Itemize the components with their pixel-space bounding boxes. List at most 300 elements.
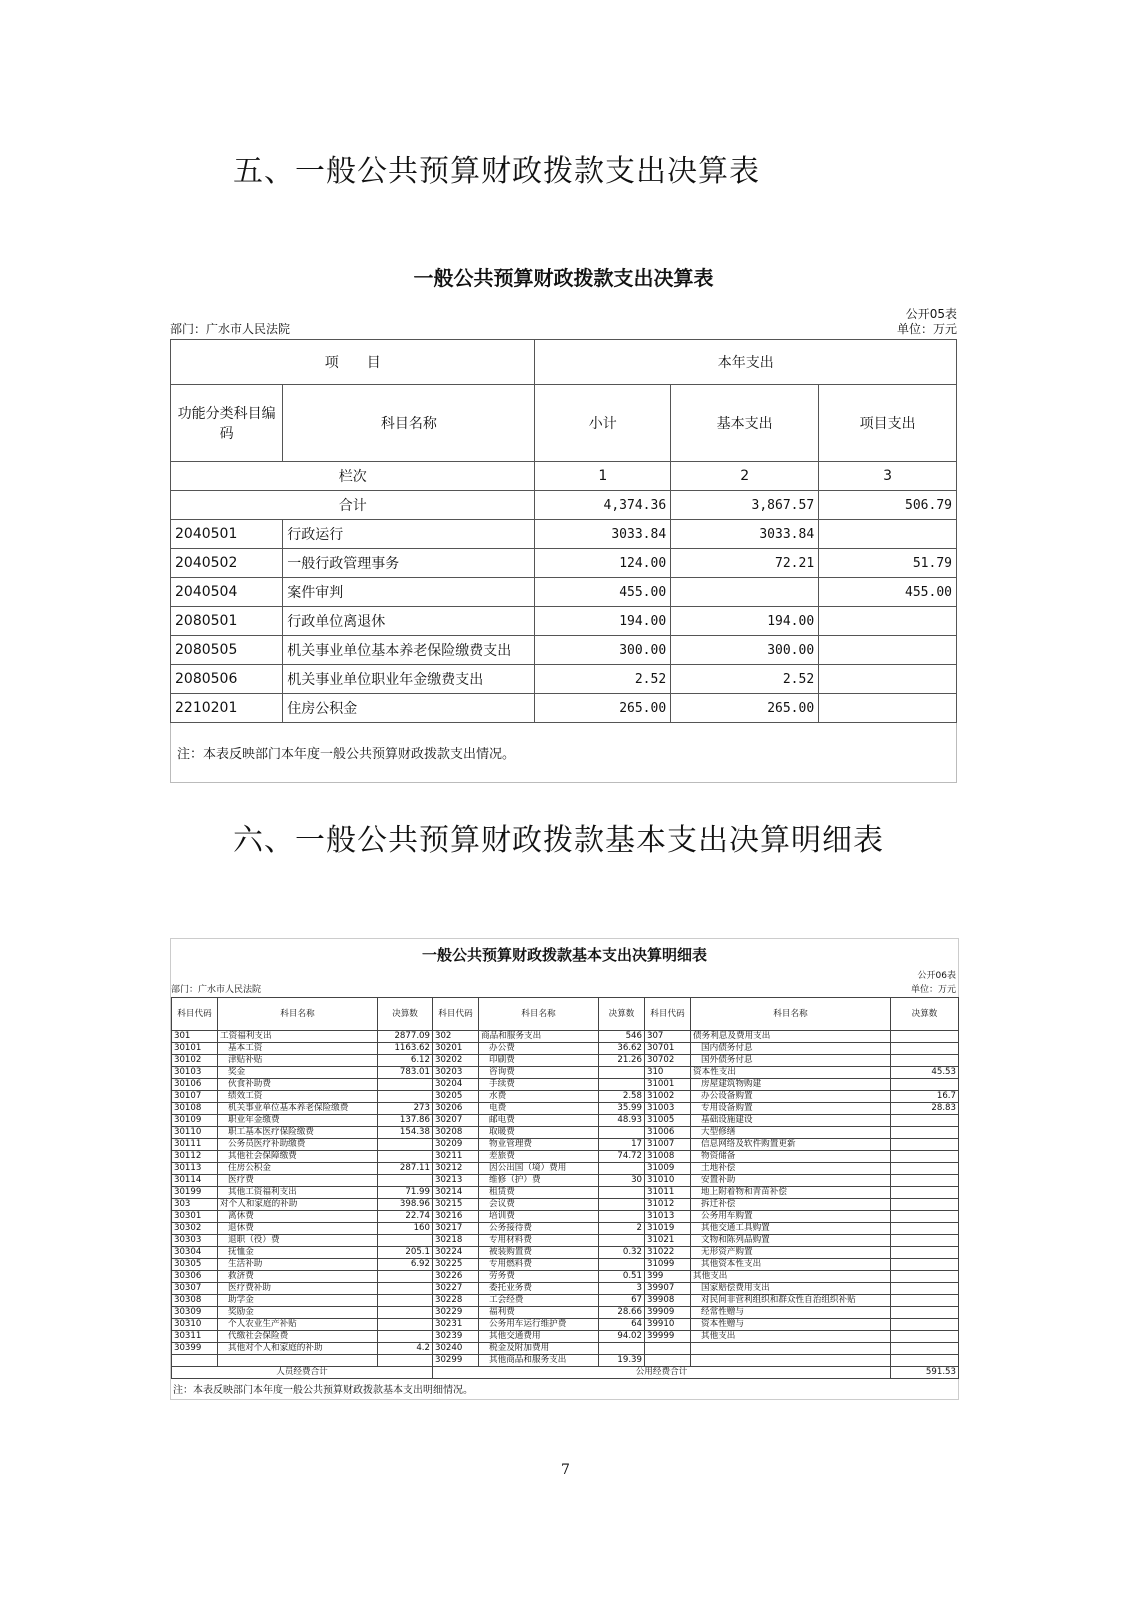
cell-name-c: 债务利息及费用支出 [691, 1031, 891, 1043]
cell-code-a: 30307 [172, 1283, 218, 1295]
cell-name-b: 公务用车运行维护费 [479, 1319, 599, 1331]
cell-amount-a: 783.01 [378, 1067, 433, 1079]
cell-amount-c: 28.83 [891, 1103, 959, 1115]
cell-code-b: 30239 [433, 1331, 479, 1343]
cell-amount-b: 3 [599, 1283, 645, 1295]
cell-code-b: 30228 [433, 1295, 479, 1307]
cell-code-b: 30203 [433, 1067, 479, 1079]
cell-name-b: 专用燃料费 [479, 1259, 599, 1271]
cell-code-a: 30109 [172, 1115, 218, 1127]
row-name: 住房公积金 [283, 694, 535, 723]
cell-amount-a [378, 1355, 433, 1367]
table-row [172, 1355, 959, 1367]
cell-amount-b: 36.62 [599, 1043, 645, 1055]
cell-name-b: 差旅费 [479, 1151, 599, 1163]
cell-name-a: 公务员医疗补助缴费 [218, 1139, 378, 1151]
cell-code-b: 30224 [433, 1247, 479, 1259]
cell-code-a: 30199 [172, 1187, 218, 1199]
cell-amount-c [891, 1031, 959, 1043]
table1-unit: 单位：万元 [896, 322, 957, 336]
cell-name-b: 工会经费 [479, 1295, 599, 1307]
cell-code-b: 30211 [433, 1151, 479, 1163]
cell-code-c: 39910 [645, 1319, 691, 1331]
cell-amount-c [891, 1343, 959, 1355]
cell-amount-b: 19.39 [599, 1355, 645, 1367]
cell-name-b: 取暖费 [479, 1127, 599, 1139]
cell-name-a: 抚恤金 [218, 1247, 378, 1259]
cell-name-c: 大型修缮 [691, 1127, 891, 1139]
cell-code-b: 30205 [433, 1091, 479, 1103]
cell-name-a: 退职（役）费 [218, 1235, 378, 1247]
cell-code-b: 30231 [433, 1319, 479, 1331]
cell-code-b: 30216 [433, 1211, 479, 1223]
cell-name-a: 对个人和家庭的补助 [218, 1199, 378, 1211]
public-total-label: 公用经费合计 [433, 1367, 891, 1379]
row-project [819, 520, 957, 549]
row-project: 455.00 [819, 578, 957, 607]
header-project-exp: 项目支出 [819, 385, 957, 462]
cell-name-c: 其他资本性支出 [691, 1259, 891, 1271]
header-col3: 3 [819, 462, 957, 491]
cell-code-c: 307 [645, 1031, 691, 1043]
expenditure-table-section [170, 262, 957, 783]
header-project: 项 目 [171, 340, 535, 385]
table1-meta [170, 305, 957, 339]
row-code: 2080501 [171, 607, 283, 636]
cell-amount-c: 16.7 [891, 1091, 959, 1103]
table2-dept: 部门：广水市人民法院 [171, 985, 262, 995]
cell-name-c: 经常性赠与 [691, 1307, 891, 1319]
cell-name-c: 其他交通工具购置 [691, 1223, 891, 1235]
cell-amount-a: 71.99 [378, 1187, 433, 1199]
cell-amount-b: 30 [599, 1175, 645, 1187]
cell-code-a: 30114 [172, 1175, 218, 1187]
cell-name-a: 其他工资福利支出 [218, 1187, 378, 1199]
cell-code-b: 30217 [433, 1223, 479, 1235]
cell-amount-c [891, 1283, 959, 1295]
cell-name-b: 其他商品和服务支出 [479, 1355, 599, 1367]
cell-code-c: 31012 [645, 1199, 691, 1211]
cell-amount-b: 2 [599, 1223, 645, 1235]
cell-amount-b: 0.51 [599, 1271, 645, 1283]
cell-code-c: 310 [645, 1067, 691, 1079]
row-code: 2210201 [171, 694, 283, 723]
cell-amount-c [891, 1199, 959, 1211]
cell-code-c: 31006 [645, 1127, 691, 1139]
cell-code-b: 30214 [433, 1187, 479, 1199]
row-subtotal: 2.52 [535, 665, 671, 694]
cell-amount-a: 2877.09 [378, 1031, 433, 1043]
cell-amount-c [891, 1115, 959, 1127]
detail-header-code-1: 科目代码 [172, 998, 218, 1031]
row-subtotal: 194.00 [535, 607, 671, 636]
header-current-year: 本年支出 [535, 340, 957, 385]
cell-code-c: 31021 [645, 1235, 691, 1247]
cell-code-a: 30399 [172, 1343, 218, 1355]
cell-code-a: 30308 [172, 1295, 218, 1307]
cell-code-b: 30206 [433, 1103, 479, 1115]
cell-name-b: 公务接待费 [479, 1223, 599, 1235]
cell-code-b: 30226 [433, 1271, 479, 1283]
cell-name-a: 职工基本医疗保险缴费 [218, 1127, 378, 1139]
cell-code-a: 30304 [172, 1247, 218, 1259]
cell-name-a: 伙食补助费 [218, 1079, 378, 1091]
cell-name-b: 福利费 [479, 1307, 599, 1319]
cell-amount-c [891, 1211, 959, 1223]
table-row [172, 1079, 959, 1091]
detail-header-code-3: 科目代码 [645, 998, 691, 1031]
total-basic: 3,867.57 [671, 491, 819, 520]
cell-name-b: 商品和服务支出 [479, 1031, 599, 1043]
table-row [171, 607, 957, 636]
cell-code-c [645, 1343, 691, 1355]
cell-code-c: 31022 [645, 1247, 691, 1259]
table1-title: 一般公共预算财政拨款支出决算表 [413, 266, 714, 290]
page-number: 7 [561, 1462, 570, 1478]
cell-code-b: 30299 [433, 1355, 479, 1367]
cell-amount-c [891, 1307, 959, 1319]
detail-header-code-2: 科目代码 [433, 998, 479, 1031]
cell-code-c: 39908 [645, 1295, 691, 1307]
cell-name-a [218, 1355, 378, 1367]
detail-header-amount-1: 决算数 [378, 998, 433, 1031]
cell-code-a: 30102 [172, 1055, 218, 1067]
cell-amount-c: 45.53 [891, 1067, 959, 1079]
cell-name-a: 退休费 [218, 1223, 378, 1235]
table-row [172, 1319, 959, 1331]
table-row [171, 578, 957, 607]
cell-name-c [691, 1343, 891, 1355]
row-basic: 265.00 [671, 694, 819, 723]
cell-name-c: 无形资产购置 [691, 1247, 891, 1259]
cell-name-c: 地上附着物和青苗补偿 [691, 1187, 891, 1199]
cell-amount-a: 160 [378, 1223, 433, 1235]
cell-code-c: 31001 [645, 1079, 691, 1091]
cell-amount-a: 6.12 [378, 1055, 433, 1067]
cell-code-b: 30225 [433, 1259, 479, 1271]
cell-code-c: 31019 [645, 1223, 691, 1235]
cell-name-c: 公务用车购置 [691, 1211, 891, 1223]
cell-name-c: 土地补偿 [691, 1163, 891, 1175]
table-row [171, 549, 957, 578]
row-project [819, 636, 957, 665]
cell-amount-c [891, 1175, 959, 1187]
cell-name-b: 印刷费 [479, 1055, 599, 1067]
cell-code-a: 30310 [172, 1319, 218, 1331]
cell-amount-a [378, 1283, 433, 1295]
cell-amount-c [891, 1139, 959, 1151]
table-row [172, 1163, 959, 1175]
cell-name-c: 房屋建筑物购建 [691, 1079, 891, 1091]
row-name: 行政单位离退休 [283, 607, 535, 636]
cell-code-a: 30303 [172, 1235, 218, 1247]
table1-note: 注：本表反映部门本年度一般公共预算财政拨款支出情况。 [170, 723, 957, 783]
cell-code-a: 301 [172, 1031, 218, 1043]
row-basic: 300.00 [671, 636, 819, 665]
row-name: 行政运行 [283, 520, 535, 549]
detail-header-amount-3: 决算数 [891, 998, 959, 1031]
cell-name-a: 机关事业单位基本养老保险缴费 [218, 1103, 378, 1115]
table-row [172, 1127, 959, 1139]
cell-name-c: 办公设备购置 [691, 1091, 891, 1103]
cell-amount-a [378, 1319, 433, 1331]
cell-amount-b [599, 1163, 645, 1175]
table2-unit: 单位：万元 [910, 985, 956, 995]
cell-name-a: 医疗费 [218, 1175, 378, 1187]
cell-name-c: 文物和陈列品购置 [691, 1235, 891, 1247]
cell-amount-b: 74.72 [599, 1151, 645, 1163]
cell-name-b: 物业管理费 [479, 1139, 599, 1151]
cell-amount-a [378, 1175, 433, 1187]
cell-amount-a: 137.86 [378, 1115, 433, 1127]
cell-name-c: 信息网络及软件购置更新 [691, 1139, 891, 1151]
row-subtotal: 455.00 [535, 578, 671, 607]
cell-amount-c [891, 1151, 959, 1163]
header-col1: 1 [535, 462, 671, 491]
row-name: 一般行政管理事务 [283, 549, 535, 578]
cell-code-a: 30306 [172, 1271, 218, 1283]
cell-code-a: 30107 [172, 1091, 218, 1103]
table-row [172, 1343, 959, 1355]
table-row [172, 1271, 959, 1283]
detail-header-name-3: 科目名称 [691, 998, 891, 1031]
cell-amount-b: 64 [599, 1319, 645, 1331]
table-row [172, 1211, 959, 1223]
cell-name-b: 电费 [479, 1103, 599, 1115]
table2-title: 一般公共预算财政拨款基本支出决算明细表 [421, 946, 707, 964]
table-row [172, 1187, 959, 1199]
section5-heading: 五、一般公共预算财政拨款支出决算表 [233, 154, 760, 189]
cell-name-a: 津贴补贴 [218, 1055, 378, 1067]
cell-code-a: 30103 [172, 1067, 218, 1079]
cell-amount-b: 17 [599, 1139, 645, 1151]
header-subtotal: 小计 [535, 385, 671, 462]
cell-amount-a [378, 1331, 433, 1343]
cell-code-c: 31005 [645, 1115, 691, 1127]
cell-amount-b [599, 1211, 645, 1223]
cell-name-a: 助学金 [218, 1295, 378, 1307]
cell-code-a: 30106 [172, 1079, 218, 1091]
cell-code-c [645, 1355, 691, 1367]
detail-header-name-2: 科目名称 [479, 998, 599, 1031]
cell-amount-b [599, 1067, 645, 1079]
detail-header-amount-2: 决算数 [599, 998, 645, 1031]
cell-code-a [172, 1355, 218, 1367]
table-row [172, 1307, 959, 1319]
cell-name-a: 代缴社会保险费 [218, 1331, 378, 1343]
row-name: 机关事业单位职业年金缴费支出 [283, 665, 535, 694]
cell-amount-a: 273 [378, 1103, 433, 1115]
cell-amount-c [891, 1235, 959, 1247]
cell-amount-c [891, 1247, 959, 1259]
cell-amount-a: 22.74 [378, 1211, 433, 1223]
cell-amount-b [599, 1343, 645, 1355]
cell-name-c: 对民间非营利组织和群众性自治组织补贴 [691, 1295, 891, 1307]
cell-name-a: 离休费 [218, 1211, 378, 1223]
table-row [172, 1055, 959, 1067]
cell-name-c: 专用设备购置 [691, 1103, 891, 1115]
cell-amount-a: 4.2 [378, 1343, 433, 1355]
header-column-no: 栏次 [171, 462, 535, 491]
header-col2: 2 [671, 462, 819, 491]
cell-name-c: 基础设施建设 [691, 1115, 891, 1127]
table-row [171, 694, 957, 723]
cell-amount-b: 67 [599, 1295, 645, 1307]
detail-table [171, 997, 959, 1379]
table-row [172, 1151, 959, 1163]
cell-amount-b: 2.58 [599, 1091, 645, 1103]
cell-name-a: 奖励金 [218, 1307, 378, 1319]
cell-amount-a: 205.1 [378, 1247, 433, 1259]
cell-name-b: 办公费 [479, 1043, 599, 1055]
cell-code-b: 30218 [433, 1235, 479, 1247]
cell-code-b: 30202 [433, 1055, 479, 1067]
cell-amount-c [891, 1055, 959, 1067]
cell-name-b: 其他交通费用 [479, 1331, 599, 1343]
row-name: 机关事业单位基本养老保险缴费支出 [283, 636, 535, 665]
section6-heading: 六、一般公共预算财政拨款基本支出决算明细表 [233, 823, 884, 858]
cell-name-c [691, 1355, 891, 1367]
table-row [172, 1067, 959, 1079]
cell-code-a: 30111 [172, 1139, 218, 1151]
row-subtotal: 3033.84 [535, 520, 671, 549]
cell-name-c: 国内债务付息 [691, 1043, 891, 1055]
cell-name-c: 其他支出 [691, 1331, 891, 1343]
cell-amount-a [378, 1271, 433, 1283]
cell-code-c: 31002 [645, 1091, 691, 1103]
cell-name-b: 培训费 [479, 1211, 599, 1223]
cell-code-a: 30302 [172, 1223, 218, 1235]
cell-code-c: 31003 [645, 1103, 691, 1115]
cell-amount-a [378, 1079, 433, 1091]
cell-code-a: 30113 [172, 1163, 218, 1175]
row-subtotal: 265.00 [535, 694, 671, 723]
row-basic: 3033.84 [671, 520, 819, 549]
cell-amount-c [891, 1295, 959, 1307]
cell-name-a: 生活补助 [218, 1259, 378, 1271]
cell-amount-a: 398.96 [378, 1199, 433, 1211]
cell-amount-a: 1163.62 [378, 1043, 433, 1055]
cell-name-a: 医疗费补助 [218, 1283, 378, 1295]
cell-amount-b: 28.66 [599, 1307, 645, 1319]
row-basic: 194.00 [671, 607, 819, 636]
cell-code-a: 30112 [172, 1151, 218, 1163]
cell-name-b: 因公出国（境）费用 [479, 1163, 599, 1175]
table1-form-no: 公开05表 [905, 307, 957, 321]
table-row [172, 1115, 959, 1127]
cell-code-b: 30204 [433, 1079, 479, 1091]
cell-name-a: 救济费 [218, 1271, 378, 1283]
cell-amount-b [599, 1235, 645, 1247]
cell-code-a: 30301 [172, 1211, 218, 1223]
table2-note: 注：本表反映部门本年度一般公共预算财政拨款基本支出明细情况。 [173, 1385, 473, 1396]
row-basic: 2.52 [671, 665, 819, 694]
cell-amount-b [599, 1079, 645, 1091]
cell-amount-b [599, 1187, 645, 1199]
cell-name-a: 其他社会保障缴费 [218, 1151, 378, 1163]
cell-code-b: 30208 [433, 1127, 479, 1139]
detail-header-name-1: 科目名称 [218, 998, 378, 1031]
cell-code-b: 302 [433, 1031, 479, 1043]
header-basic: 基本支出 [671, 385, 819, 462]
public-total-value: 591.53 [891, 1367, 959, 1379]
row-project [819, 607, 957, 636]
row-project: 51.79 [819, 549, 957, 578]
cell-amount-b [599, 1199, 645, 1211]
table-row [172, 1295, 959, 1307]
cell-code-c: 30701 [645, 1043, 691, 1055]
total-label: 合计 [171, 491, 535, 520]
table-row [172, 1031, 959, 1043]
row-code: 2040504 [171, 578, 283, 607]
cell-amount-a: 287.11 [378, 1163, 433, 1175]
cell-amount-a [378, 1139, 433, 1151]
cell-code-b: 30201 [433, 1043, 479, 1055]
cell-code-b: 30213 [433, 1175, 479, 1187]
cell-name-b: 咨询费 [479, 1067, 599, 1079]
cell-name-b: 维修（护）费 [479, 1175, 599, 1187]
table-row [172, 1139, 959, 1151]
row-name: 案件审判 [283, 578, 535, 607]
cell-amount-b: 21.26 [599, 1055, 645, 1067]
cell-name-a: 住房公积金 [218, 1163, 378, 1175]
cell-code-a: 30101 [172, 1043, 218, 1055]
cell-code-b: 30227 [433, 1283, 479, 1295]
cell-name-b: 手续费 [479, 1079, 599, 1091]
table-row [172, 1331, 959, 1343]
table-row [172, 1175, 959, 1187]
table-row [172, 1091, 959, 1103]
cell-name-a: 绩效工资 [218, 1091, 378, 1103]
cell-name-b: 被装购置费 [479, 1247, 599, 1259]
row-code: 2040501 [171, 520, 283, 549]
cell-amount-a [378, 1151, 433, 1163]
table-row [172, 1235, 959, 1247]
table-row [172, 1103, 959, 1115]
cell-amount-c [891, 1271, 959, 1283]
cell-code-b: 30207 [433, 1115, 479, 1127]
cell-name-b: 会议费 [479, 1199, 599, 1211]
cell-name-a: 职业年金缴费 [218, 1115, 378, 1127]
cell-amount-b: 35.99 [599, 1103, 645, 1115]
cell-name-b: 水费 [479, 1091, 599, 1103]
cell-amount-a [378, 1235, 433, 1247]
cell-amount-b: 0.32 [599, 1247, 645, 1259]
cell-code-c: 31009 [645, 1163, 691, 1175]
cell-code-c: 30702 [645, 1055, 691, 1067]
row-code: 2080505 [171, 636, 283, 665]
cell-name-c: 安置补助 [691, 1175, 891, 1187]
cell-amount-c [891, 1319, 959, 1331]
table-row [172, 1283, 959, 1295]
cell-name-b: 专用材料费 [479, 1235, 599, 1247]
cell-code-c: 31010 [645, 1175, 691, 1187]
cell-name-b: 租赁费 [479, 1187, 599, 1199]
row-subtotal: 124.00 [535, 549, 671, 578]
expenditure-table [170, 339, 957, 723]
cell-amount-a: 6.92 [378, 1259, 433, 1271]
cell-name-a: 奖金 [218, 1067, 378, 1079]
cell-amount-c [891, 1163, 959, 1175]
header-code: 功能分类科目编码 [171, 385, 283, 462]
row-basic: 72.21 [671, 549, 819, 578]
row-project [819, 665, 957, 694]
cell-name-b: 委托业务费 [479, 1283, 599, 1295]
cell-name-b: 税金及附加费用 [479, 1343, 599, 1355]
cell-code-b: 30229 [433, 1307, 479, 1319]
cell-code-b: 30215 [433, 1199, 479, 1211]
cell-amount-a: 154.38 [378, 1127, 433, 1139]
